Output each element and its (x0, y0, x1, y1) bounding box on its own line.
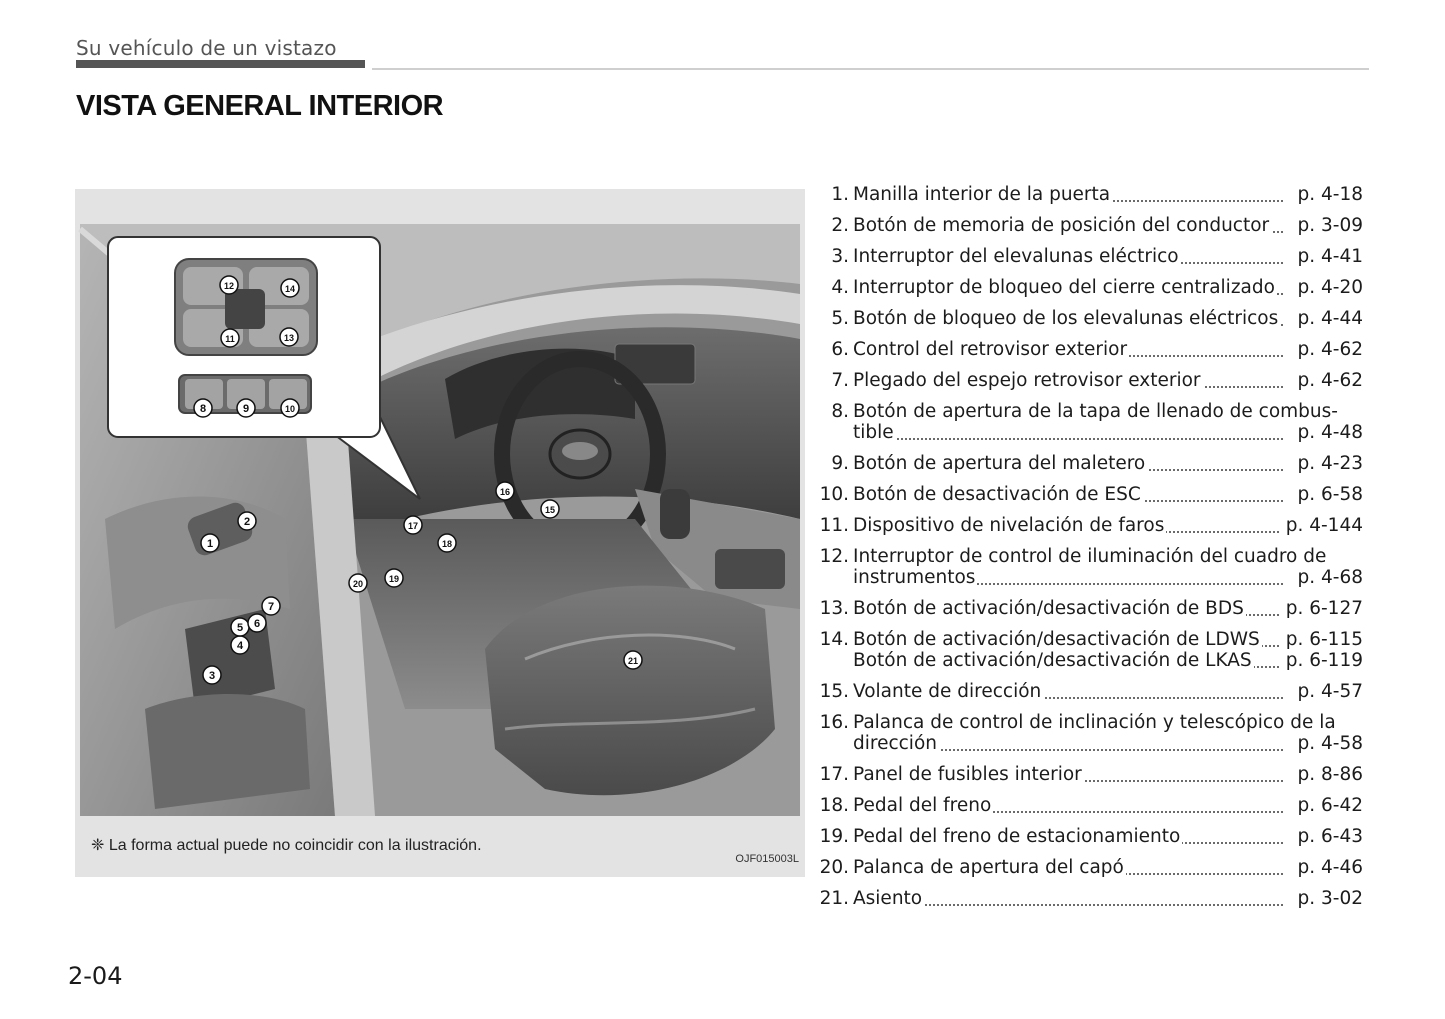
item-label: Botón de apertura de la tapa de llenado de combus- (853, 401, 1338, 422)
page-reference: p. 4-58 (1292, 733, 1364, 754)
item-number: 6. (831, 339, 849, 360)
page-reference: p. 6-43 (1292, 826, 1364, 847)
page-reference: p. 8-86 (1292, 764, 1364, 785)
callout-label: 13 (283, 333, 295, 343)
list-item (815, 546, 1363, 588)
list-item (815, 515, 1363, 536)
list-item (815, 184, 1363, 205)
item-number: 8. (831, 401, 849, 422)
page-reference: p. 4-62 (1292, 339, 1364, 360)
item-number: 11. (819, 515, 849, 536)
item-label: tible (853, 422, 894, 443)
callout-18 (438, 534, 456, 552)
list-item (815, 888, 1363, 909)
item-label: Interruptor del elevalunas eléctrico (853, 246, 1179, 267)
item-number: 21. (819, 888, 849, 909)
callout-1 (201, 534, 219, 552)
item-number: 14. (819, 629, 849, 650)
callout-label: 1 (206, 538, 214, 550)
item-label: instrumentos (853, 567, 976, 588)
list-item (815, 712, 1363, 754)
item-label: dirección (853, 733, 937, 754)
page-title: VISTA GENERAL INTERIOR (76, 90, 444, 122)
list-item (815, 484, 1363, 505)
callout-2 (238, 512, 256, 530)
callout-label: 18 (441, 539, 453, 549)
item-number: 13. (819, 598, 849, 619)
callout-label: 20 (352, 579, 364, 589)
list-item (815, 681, 1363, 702)
item-number: 5. (831, 308, 849, 329)
page-reference: p. 6-119 (1280, 650, 1363, 671)
item-number: 15. (819, 681, 849, 702)
callout-8 (194, 399, 212, 417)
list-item (815, 629, 1363, 671)
list-item (815, 857, 1363, 878)
page-reference: p. 4-48 (1292, 422, 1364, 443)
item-label: Asiento (853, 888, 923, 909)
item-number: 1. (831, 184, 849, 205)
item-label: Pedal del freno de estacionamiento (853, 826, 1181, 847)
interior-illustration (75, 189, 805, 877)
item-number: 17. (819, 764, 849, 785)
item-label: Botón de activación/desactivación de LDWS (853, 629, 1260, 650)
page-reference: p. 6-115 (1280, 629, 1363, 650)
page-reference: p. 4-144 (1280, 515, 1363, 536)
page-reference: p. 4-41 (1292, 246, 1364, 267)
page-reference: p. 4-57 (1292, 681, 1364, 702)
callout-7 (262, 597, 280, 615)
item-number: 19. (819, 826, 849, 847)
callout-15 (541, 500, 559, 518)
callout-21 (624, 651, 642, 669)
page-reference: p. 4-20 (1292, 277, 1364, 298)
item-number: 2. (831, 215, 849, 236)
callout-label: 3 (208, 670, 216, 682)
item-label: Volante de dirección (853, 681, 1042, 702)
callout-12 (220, 276, 238, 294)
list-item (815, 453, 1363, 474)
item-label: Botón de memoria de posición del conductor (853, 215, 1270, 236)
item-label: Interruptor de bloqueo del cierre centralizado (853, 277, 1275, 298)
item-label: Panel de fusibles interior (853, 764, 1082, 785)
item-label: Botón de desactivación de ESC (853, 484, 1141, 505)
item-label: Botón de activación/desactivación de BDS (853, 598, 1244, 619)
item-number: 4. (831, 277, 849, 298)
item-number: 3. (831, 246, 849, 267)
callout-label: 16 (499, 487, 511, 497)
item-number: 20. (819, 857, 849, 878)
item-label: Botón de apertura del maletero (853, 453, 1146, 474)
callout-9 (237, 399, 255, 417)
callout-6 (248, 614, 266, 632)
callout-label: 11 (225, 334, 235, 344)
page-reference: p. 4-23 (1292, 453, 1364, 474)
callout-label: 17 (407, 521, 419, 531)
item-number: 9. (831, 453, 849, 474)
item-label: Plegado del espejo retrovisor exterior (853, 370, 1201, 391)
callout-label: 21 (627, 656, 639, 666)
list-item (815, 277, 1363, 298)
callout-11 (221, 329, 239, 347)
callout-label: 19 (388, 574, 400, 584)
item-number: 10. (819, 484, 849, 505)
callout-14 (281, 279, 299, 297)
figure-note: ❈ La forma actual puede no coincidir con la ilustración. (91, 837, 482, 854)
callout-label: 5 (236, 622, 244, 634)
figure-code: OJF015003L (735, 853, 799, 865)
page-reference: p. 4-46 (1292, 857, 1364, 878)
callout-label: 9 (242, 403, 250, 415)
list-item (815, 339, 1363, 360)
item-number: 18. (819, 795, 849, 816)
list-item (815, 826, 1363, 847)
item-label: Botón de bloqueo de los elevalunas eléctricos (853, 308, 1279, 329)
list-item (815, 308, 1363, 329)
callout-17 (404, 516, 422, 534)
callout-5 (231, 618, 249, 636)
item-label: Manilla interior de la puerta (853, 184, 1111, 205)
list-item (815, 370, 1363, 391)
section-label: Su vehículo de un vistazo (76, 36, 337, 60)
callout-10 (281, 399, 299, 417)
callout-label: 15 (544, 505, 556, 515)
callout-20 (349, 574, 367, 592)
dot-leader (853, 438, 1283, 440)
item-label: Dispositivo de nivelación de faros (853, 515, 1165, 536)
page-reference: p. 6-127 (1280, 598, 1363, 619)
callout-3 (203, 666, 221, 684)
list-item (815, 764, 1363, 785)
page-reference: p. 4-62 (1292, 370, 1364, 391)
item-label: Palanca de control de inclinación y telescópico de la (853, 712, 1336, 733)
item-label: Interruptor de control de iluminación del cuadro de (853, 546, 1327, 567)
list-item (815, 401, 1363, 443)
header-rule-light (372, 68, 1369, 70)
callout-4 (231, 636, 249, 654)
page-reference: p. 6-42 (1292, 795, 1364, 816)
item-number: 7. (831, 370, 849, 391)
callout-label: 2 (243, 516, 251, 528)
item-label: Botón de activación/desactivación de LKAS (853, 650, 1252, 671)
callout-16 (496, 482, 514, 500)
item-label: Pedal del freno (853, 795, 992, 816)
callout-label: 8 (199, 403, 207, 415)
page-reference: p. 4-44 (1292, 308, 1364, 329)
item-label: Control del retrovisor exterior (853, 339, 1128, 360)
page-number: 2-04 (68, 962, 123, 990)
header-rule-dark (76, 60, 365, 68)
callout-label: 4 (236, 640, 244, 652)
page-reference: p. 4-68 (1292, 567, 1364, 588)
callout-label: 12 (223, 281, 235, 291)
list-item (815, 246, 1363, 267)
item-number: 12. (819, 546, 849, 567)
page-reference: p. 3-09 (1292, 215, 1364, 236)
callout-label: 14 (284, 284, 296, 294)
page-reference: p. 3-02 (1292, 888, 1364, 909)
list-item (815, 598, 1363, 619)
page-reference: p. 4-18 (1292, 184, 1364, 205)
callout-label: 7 (267, 601, 275, 613)
list-item (815, 215, 1363, 236)
callout-19 (385, 569, 403, 587)
callout-13 (280, 328, 298, 346)
item-label: Palanca de apertura del capó (853, 857, 1124, 878)
item-number: 16. (819, 712, 849, 733)
page-reference: p. 6-58 (1292, 484, 1364, 505)
car-interior-drawing (75, 189, 805, 877)
list-item (815, 795, 1363, 816)
callout-label: 6 (253, 618, 261, 630)
callout-label: 10 (284, 404, 296, 414)
